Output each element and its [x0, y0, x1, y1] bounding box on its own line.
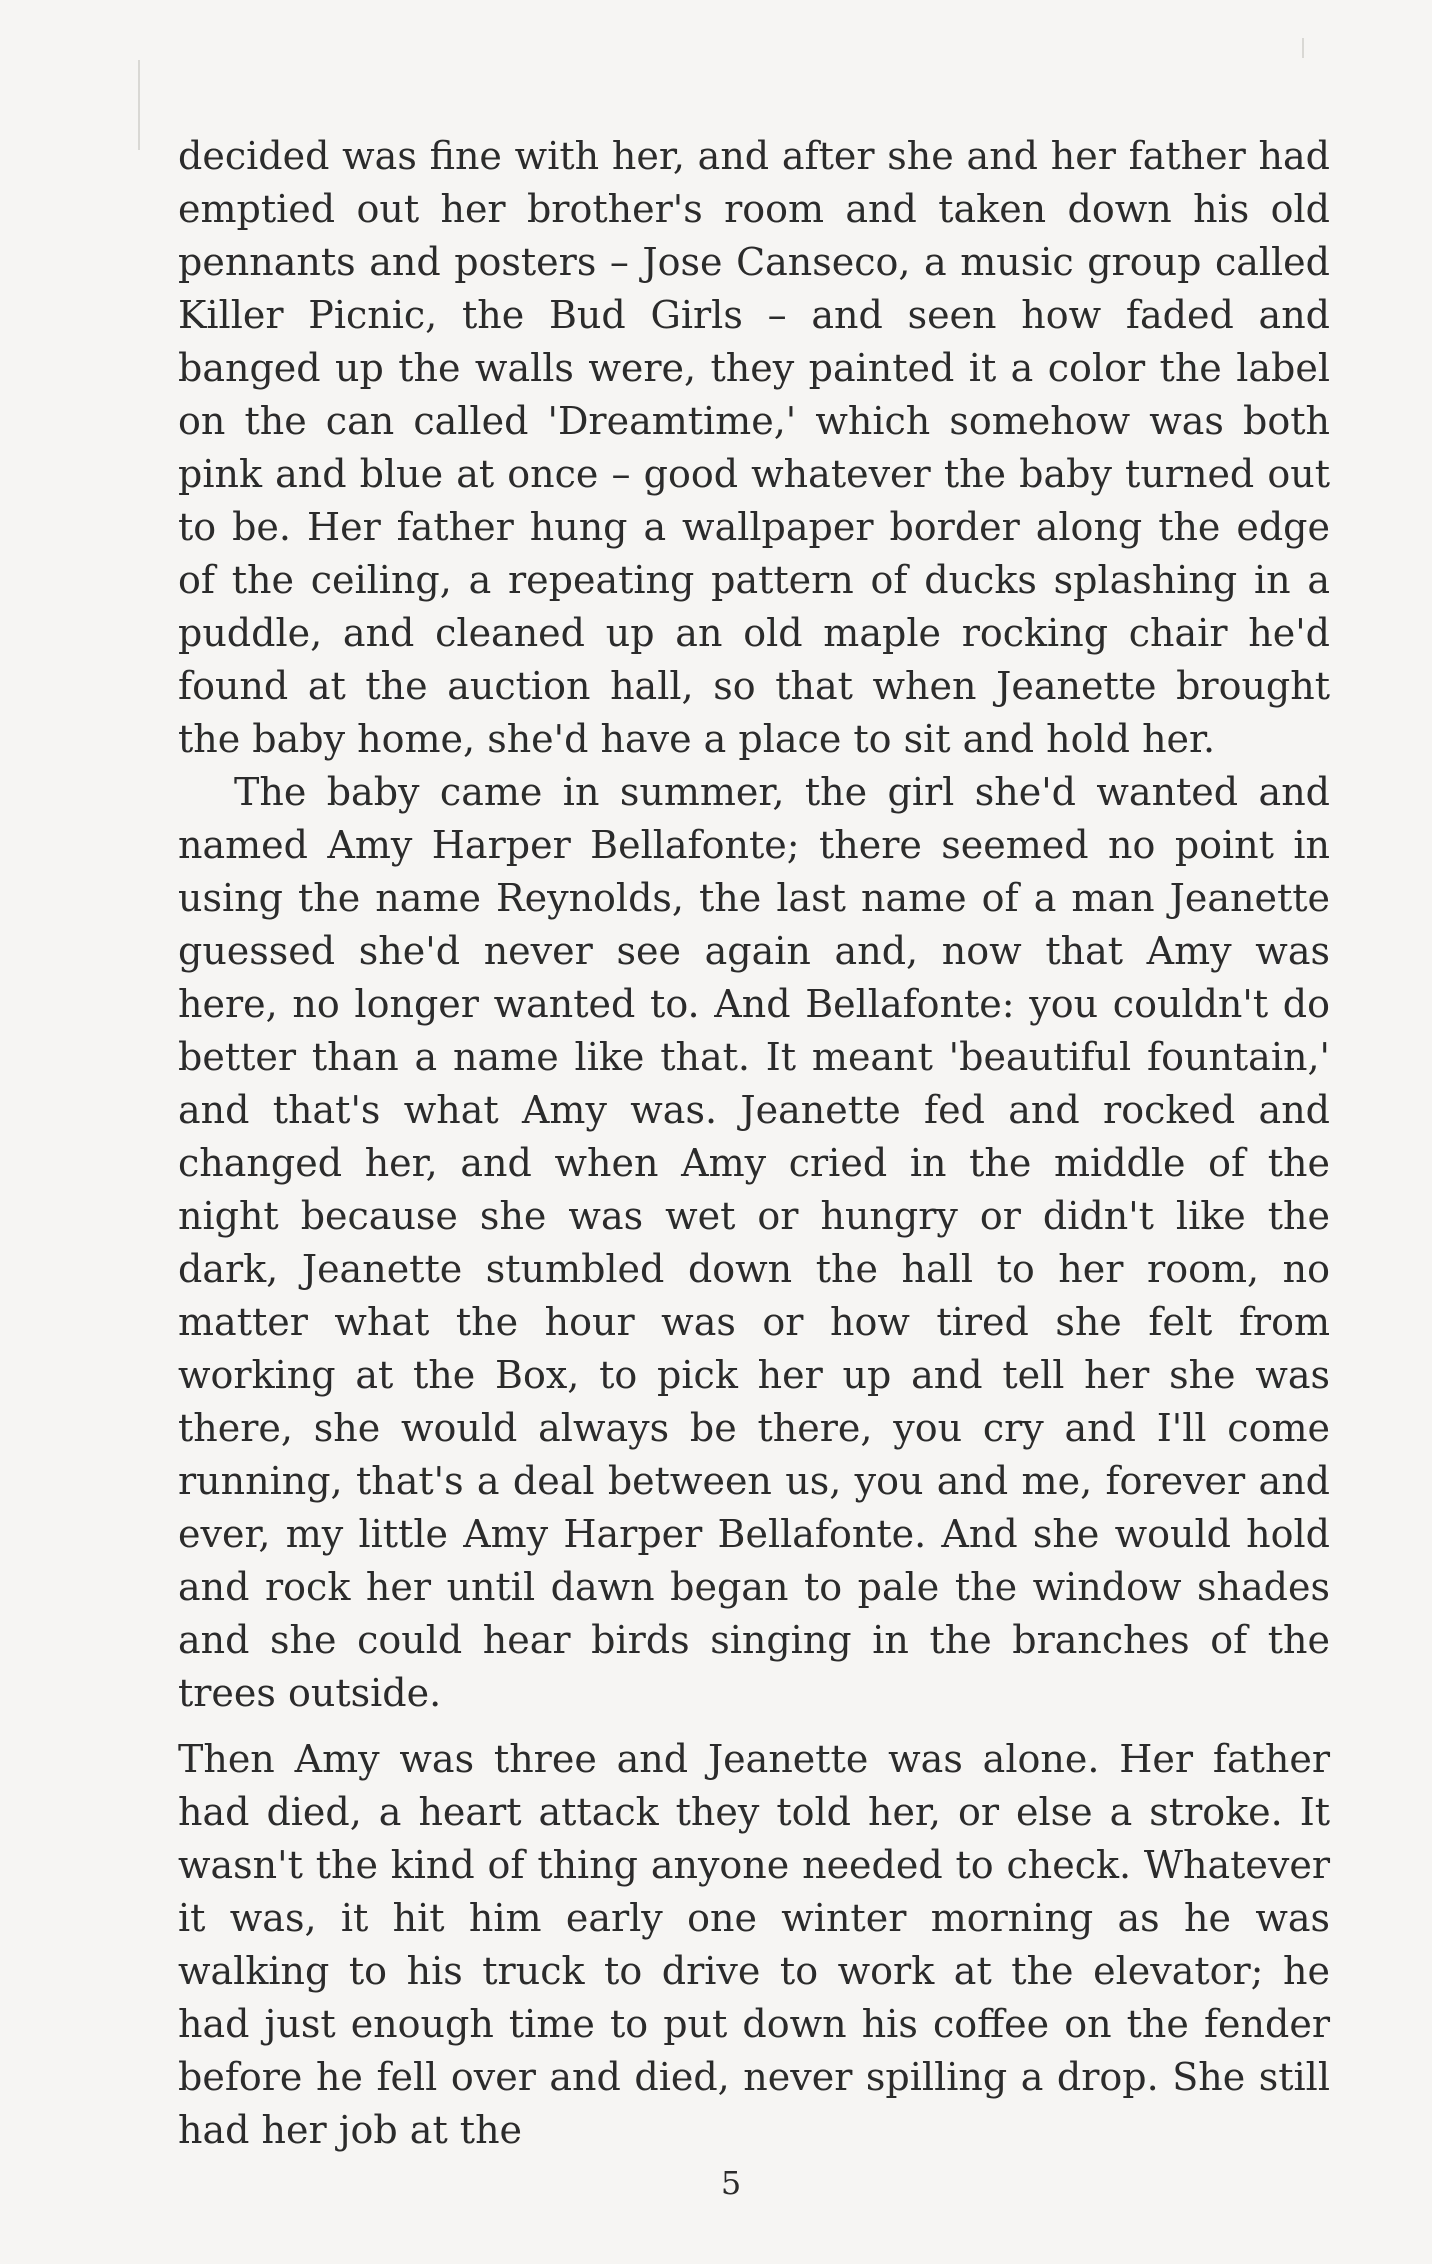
- body-text-section-one: [178, 130, 1330, 1720]
- scan-edge-mark: [1302, 38, 1304, 58]
- body-text-section-two: [178, 1733, 1330, 2157]
- page-number: 5: [720, 2164, 742, 2202]
- paragraph: decided was fine with her, and after she and her father had emptied out her brother's room and taken down his old pennants and posters – Jose Canseco, a music group called Killer Picnic, the Bud Girls – and seen how faded and banged up the walls were, they painted it a color the label on the can called 'Dreamtime,' which somehow was both pink and blue at once – good whatever the baby turned out to be. Her father hung a wallpaper border along the edge of the ceiling, a repeating pattern of ducks splashing in a puddle, and cleaned up an old maple rocking chair he'd found at the auction hall, so that when Jeanette brought the baby home, she'd have a place to sit and hold her.: [178, 134, 1330, 761]
- paragraph: The baby came in summer, the girl she'd wanted and named Amy Harper Bellafonte; there seemed no point in using the name Reynolds, the last name of a man Jeanette guessed she'd never see again and, now that Amy was here, no longer wanted to. And Bellafonte: you couldn't do better than a name like that. It meant 'beautiful fountain,' and that's what Amy was. Jeanette fed and rocked and changed her, and when Amy cried in the middle of the night because she was wet or hungry or didn't like the dark, Jeanette stumbled down the hall to her room, no matter what the hour was or how tired she felt from working at the Box, to pick her up and tell her she was there, she would always be there, you cry and I'll come running, that's a deal between us, you and me, forever and ever, my little Amy Harper Bellafonte. And she would hold and rock her until dawn began to pale the window shades and she could hear birds singing in the branches of the trees outside.: [178, 770, 1330, 1715]
- paragraph: Then Amy was three and Jeanette was alone. Her father had died, a heart attack they told her, or else a stroke. It wasn't the kind of thing anyone needed to check. Whatever it was, it hit him early one winter morning as he was walking to his truck to drive to work at the elevator; he had just enough time to put down his coffee on the fender before he fell over and died, never spilling a drop. She still had her job at the: [178, 1737, 1330, 2152]
- scan-edge-mark: [138, 60, 140, 150]
